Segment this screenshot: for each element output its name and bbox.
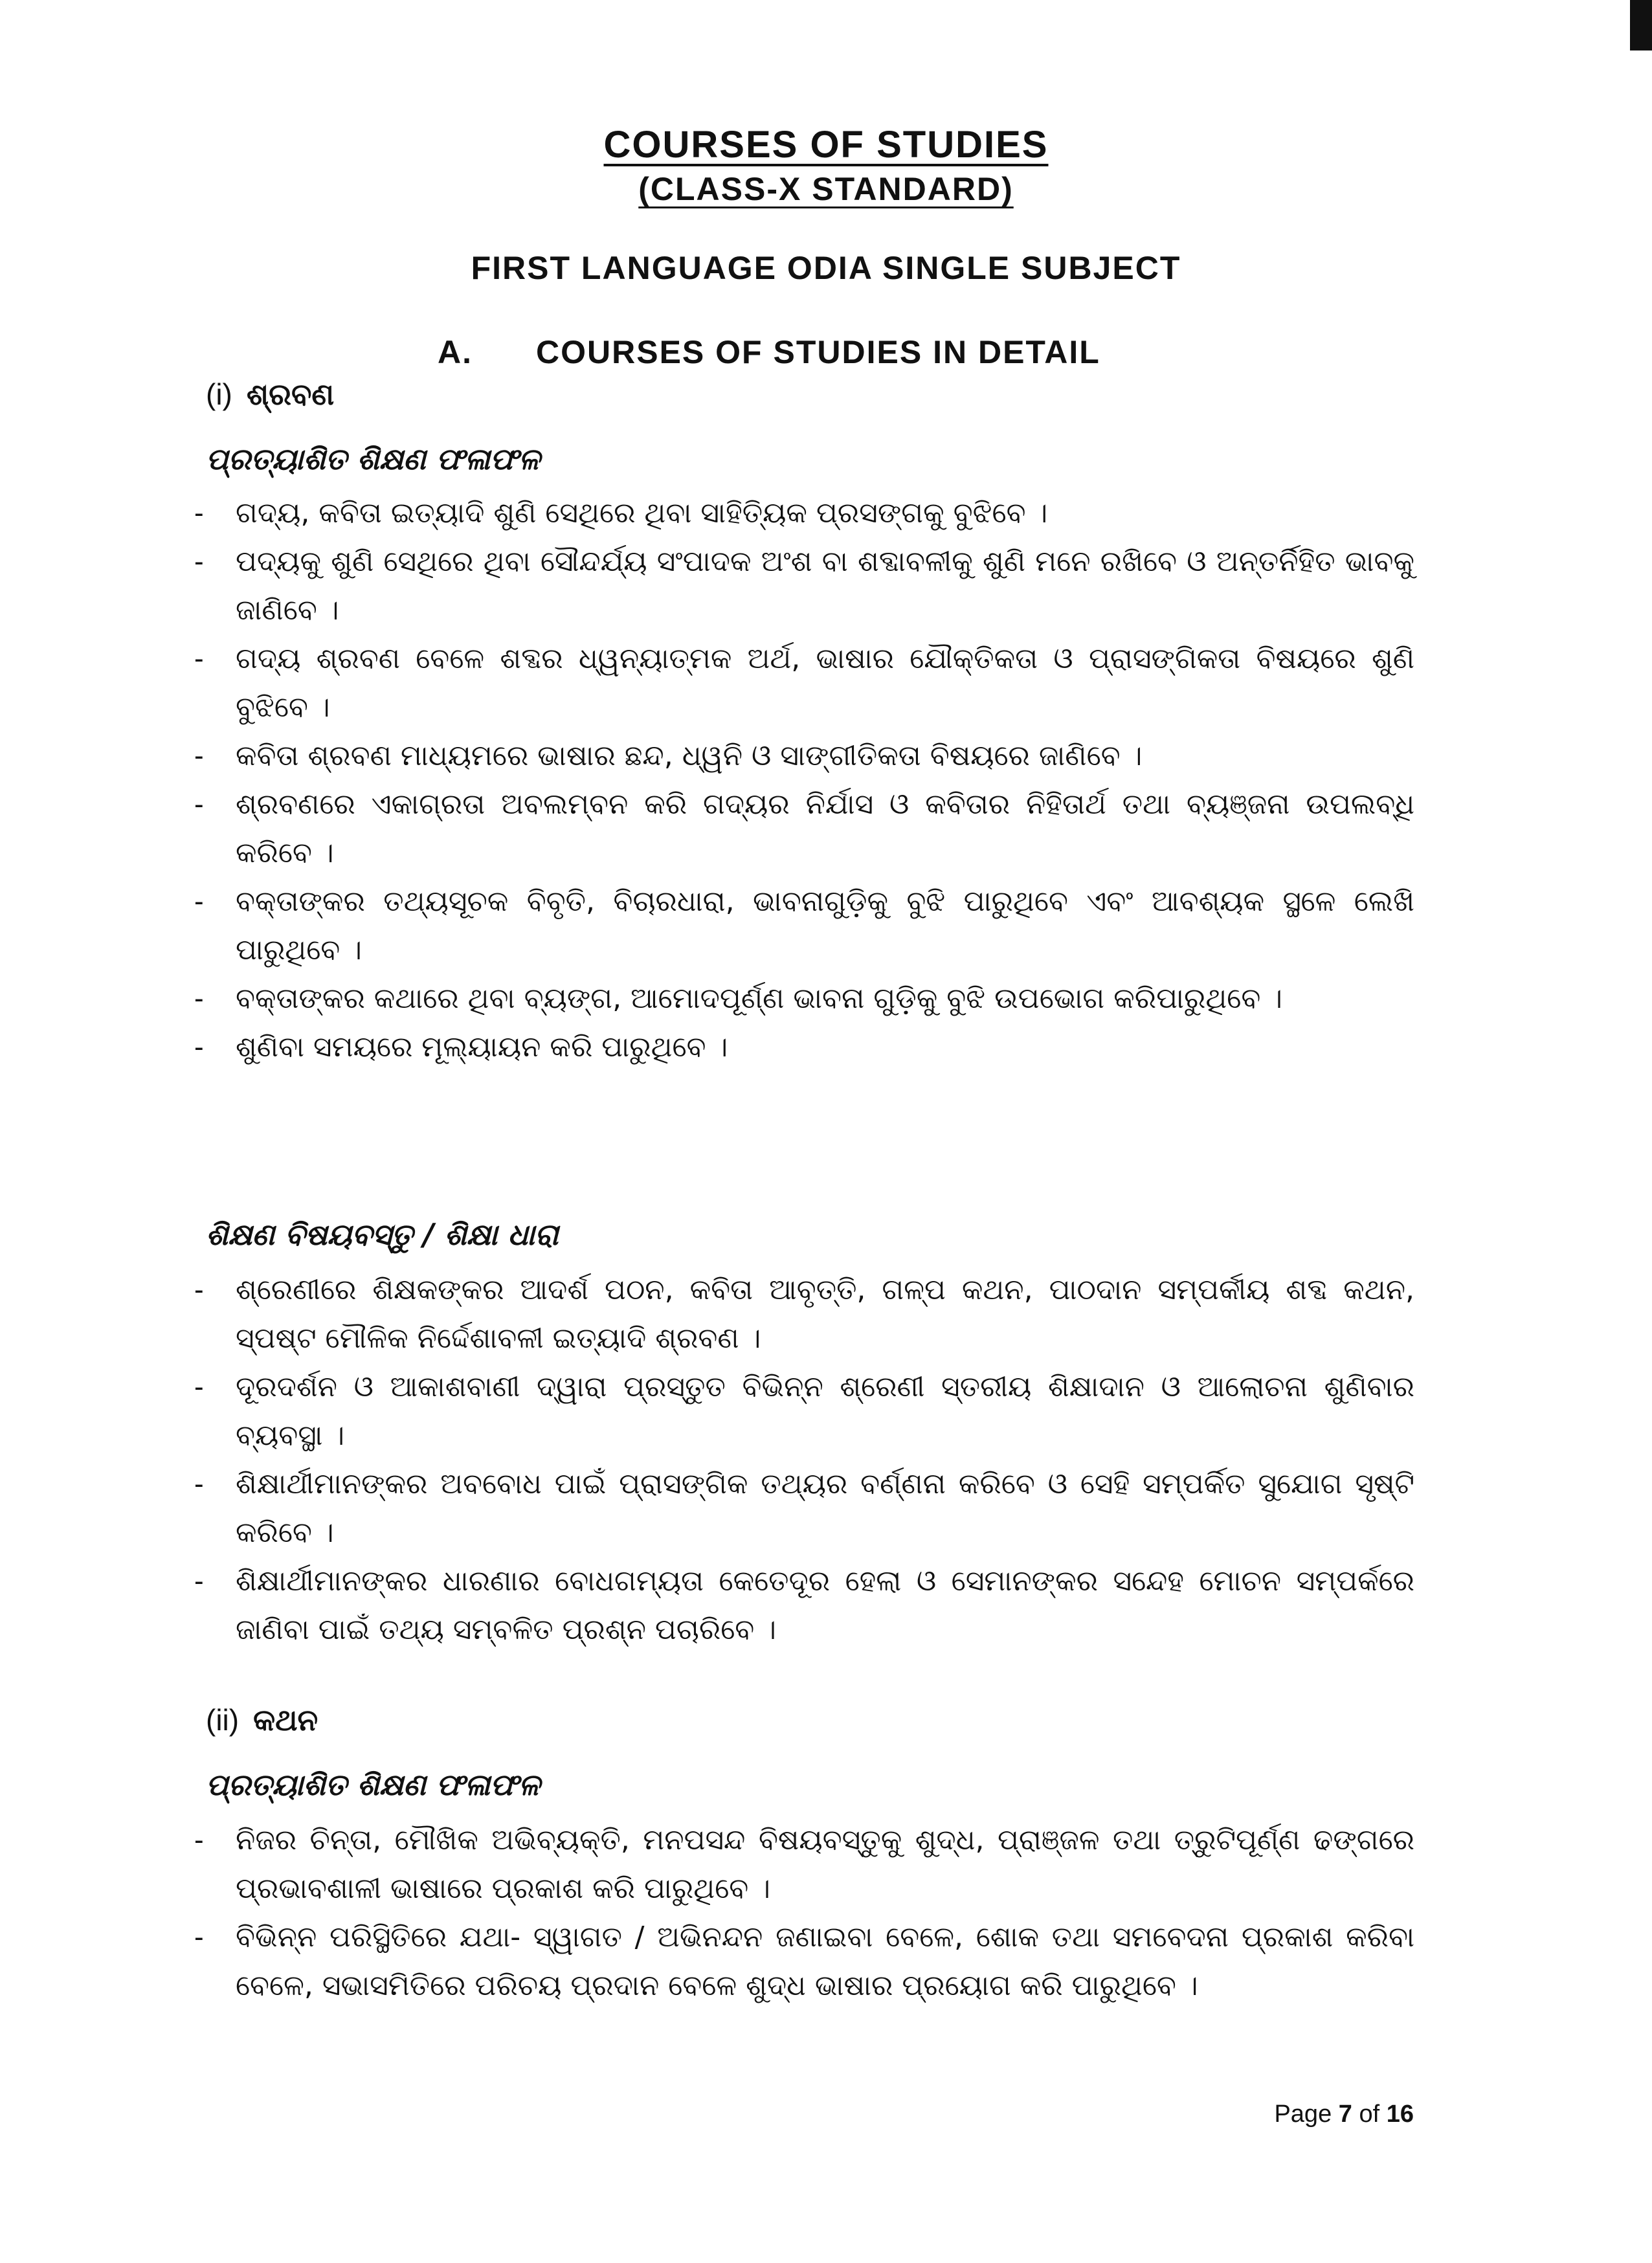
- list-item: - ବକ୍ତାଙ୍କର କଥାରେ ଥିବା ବ୍ୟଙ୍ଗ, ଆମୋଦପୂର୍ଣ୍ଣ ଭାବନା ଗୁଡ଼ିକୁ ବୁଝି ଉପଭୋଗ କରିପାରୁଥିବେ ।: [194, 974, 1414, 1023]
- part1-number: (i): [206, 377, 232, 411]
- part1-content-heading: ଶିକ୍ଷଣ ବିଷୟବସ୍ତୁ / ଶିକ୍ଷା ଧାରା: [206, 1217, 559, 1252]
- subject-title: FIRST LANGUAGE ODIA SINGLE SUBJECT: [471, 250, 1181, 286]
- list-item: - ଶ୍ରେଣୀରେ ଶିକ୍ଷକଙ୍କର ଆଦର୍ଶ ପଠନ, କବିତା ଆବୃତ୍ତି, ଗଳ୍ପ କଥନ, ପାଠଦାନ ସମ୍ପର୍କୀୟ ଶବ୍ଦ କଥନ, ସ୍ପଷ୍ଟ ମୌଳିକ ନିର୍ଦ୍ଦେଶାବଳୀ ଇତ୍ୟାଦି ଶ୍ରବଣ ।: [194, 1265, 1414, 1363]
- list-item: - ବକ୍ତାଙ୍କର ତଥ୍ୟସୂଚକ ବିବୃତି, ବିଚାରଧାରା, ଭାବନାଗୁଡ଼ିକୁ ବୁଝି ପାରୁଥିବେ ଏବଂ ଆବଶ୍ୟକ ସ୍ଥଳେ ଲେଖି ପାରୁଥିବେ ।: [194, 877, 1414, 974]
- page-number: [1274, 2101, 1414, 2128]
- page-current: 7: [1338, 2101, 1352, 2128]
- list-item: - ଦୂରଦର୍ଶନ ଓ ଆକାଶବାଣୀ ଦ୍ୱାରା ପ୍ରସ୍ତୁତ ବିଭିନ୍ନ ଶ୍ରେଣୀ ସ୍ତରୀୟ ଶିକ୍ଷାଦାନ ଓ ଆଲୋଚନା ଶୁଣିବାର ବ୍ୟବସ୍ଥା ।: [194, 1363, 1414, 1460]
- page-prefix: Page: [1274, 2101, 1339, 2128]
- list-item: - ଶିକ୍ଷାର୍ଥୀମାନଙ୍କର ଧାରଣାର ବୋଧଗମ୍ୟତା କେତେଦୂର ହେଲା ଓ ସେମାନଙ୍କର ସନ୍ଦେହ ମୋଚନ ସମ୍ପର୍କରେ ଜାଣିବା ପାଇଁ ତଥ୍ୟ ସମ୍ବଳିତ ପ୍ରଶ୍ନ ପଚାରିବେ ।: [194, 1557, 1414, 1654]
- part1-outcomes-heading: ପ୍ରତ୍ୟାଶିତ ଶିକ୍ଷଣ ଫଳାଫଳ: [206, 441, 541, 476]
- list-item: - ଶିକ୍ଷାର୍ଥୀମାନଙ୍କର ଅବବୋଧ ପାଇଁ ପ୍ରାସଙ୍ଗିକ ତଥ୍ୟର ବର୍ଣ୍ଣନା କରିବେ ଓ ସେହି ସମ୍ପର୍କିତ ସୁଯୋଗ ସୃଷ୍ଟି କରିବେ ।: [194, 1460, 1414, 1557]
- part2-label: [206, 1702, 318, 1739]
- page-of: of: [1352, 2101, 1387, 2128]
- list-item: - ଗଦ୍ୟ, କବିତା ଇତ୍ୟାଦି ଶୁଣି ସେଥିରେ ଥିବା ସାହିତ୍ୟିକ ପ୍ରସଙ୍ଗକୁ ବୁଝିବେ ।: [194, 489, 1414, 537]
- list-item: - ଶ୍ରବଣରେ ଏକାଗ୍ରତା ଅବଲମ୍ବନ କରି ଗଦ୍ୟର ନିର୍ଯାସ ଓ କବିତାର ନିହିତାର୍ଥ ତଥା ବ୍ୟଞ୍ଜନା ଉପଲବ୍ଧି କରିବେ ।: [194, 780, 1414, 877]
- list-item: - ନିଜର ଚିନ୍ତା, ମୌଖିକ ଅଭିବ୍ୟକ୍ତି, ମନପସନ୍ଦ ବିଷୟବସ୍ତୁକୁ ଶୁଦ୍ଧ, ପ୍ରାଞ୍ଜଳ ତଥା ତ୍ରୁଟିପୂର୍ଣ୍ଣ ଢଙ୍ଗରେ ପ୍ରଭାବଶାଳୀ ଭାଷାରେ ପ୍ରକାଶ କରି ପାରୁଥିବେ ।: [194, 1816, 1414, 1913]
- list-item: - ପଦ୍ୟକୁ ଶୁଣି ସେଥିରେ ଥିବା ସୌନ୍ଦର୍ଯ୍ୟ ସଂପାଦକ ଅଂଶ ବା ଶବ୍ଦାବଳୀକୁ ଶୁଣି ମନେ ରଖିବେ ଓ ଅନ୍ତର୍ନିହିତ ଭାବକୁ ଜାଣିବେ ।: [194, 537, 1414, 634]
- list-item: - ଶୁଣିବା ସମୟରେ ମୂଲ୍ୟାୟନ କରି ପାରୁଥିବେ ।: [194, 1023, 1414, 1071]
- part2-number: (ii): [206, 1703, 240, 1737]
- list-item: - ଗଦ୍ୟ ଶ୍ରବଣ ବେଳେ ଶବ୍ଦର ଧ୍ୱନ୍ୟାତ୍ମକ ଅର୍ଥ, ଭାଷାର ଯୌକ୍ତିକତା ଓ ପ୍ରାସଙ୍ଗିକତା ବିଷୟରେ ଶୁଣି ବୁଝିବେ ।: [194, 634, 1414, 731]
- title-block: [0, 123, 1652, 208]
- part2-outcomes-heading: ପ୍ରତ୍ୟାଶିତ ଶିକ୍ଷଣ ଫଳାଫଳ: [206, 1767, 541, 1802]
- part2-title: କଥନ: [253, 1702, 318, 1737]
- part2-outcomes-list: [194, 1816, 1414, 2010]
- list-item: - ବିଭିନ୍ନ ପରିସ୍ଥିତିରେ ଯଥା- ସ୍ୱାଗତ / ଅଭିନନ୍ଦନ ଜଣାଇବା ବେଳେ, ଶୋକ ତଥା ସମବେଦନା ପ୍ରକାଶ କରିବା ବେଳେ, ସଭାସମିତିରେ ପରିଚୟ ପ୍ରଦାନ ବେଳେ ଶୁଦ୍ଧ ଭାଷାର ପ୍ରୟୋଗ କରି ପାରୁଥିବେ ।: [194, 1913, 1414, 2010]
- list-item: - କବିତା ଶ୍ରବଣ ମାଧ୍ୟମରେ ଭାଷାର ଛନ୍ଦ, ଧ୍ୱନି ଓ ସାଙ୍ଗୀତିକତା ବିଷୟରେ ଜାଣିବେ ।: [194, 731, 1414, 780]
- part1-content-list: [194, 1265, 1414, 1654]
- document-subtitle: (CLASS-X STANDARD): [638, 171, 1014, 207]
- section-title: COURSES OF STUDIES IN DETAIL: [536, 334, 1100, 370]
- document-title: COURSES OF STUDIES: [603, 124, 1049, 166]
- scan-edge-mark: [1630, 0, 1652, 50]
- section-letter: A.: [438, 334, 473, 370]
- part1-title: ଶ୍ରବଣ: [246, 377, 335, 412]
- part1-outcomes-list: [194, 489, 1414, 1071]
- page-total: 16: [1386, 2101, 1414, 2128]
- section-heading: [438, 333, 1100, 371]
- part1-label: [206, 377, 334, 413]
